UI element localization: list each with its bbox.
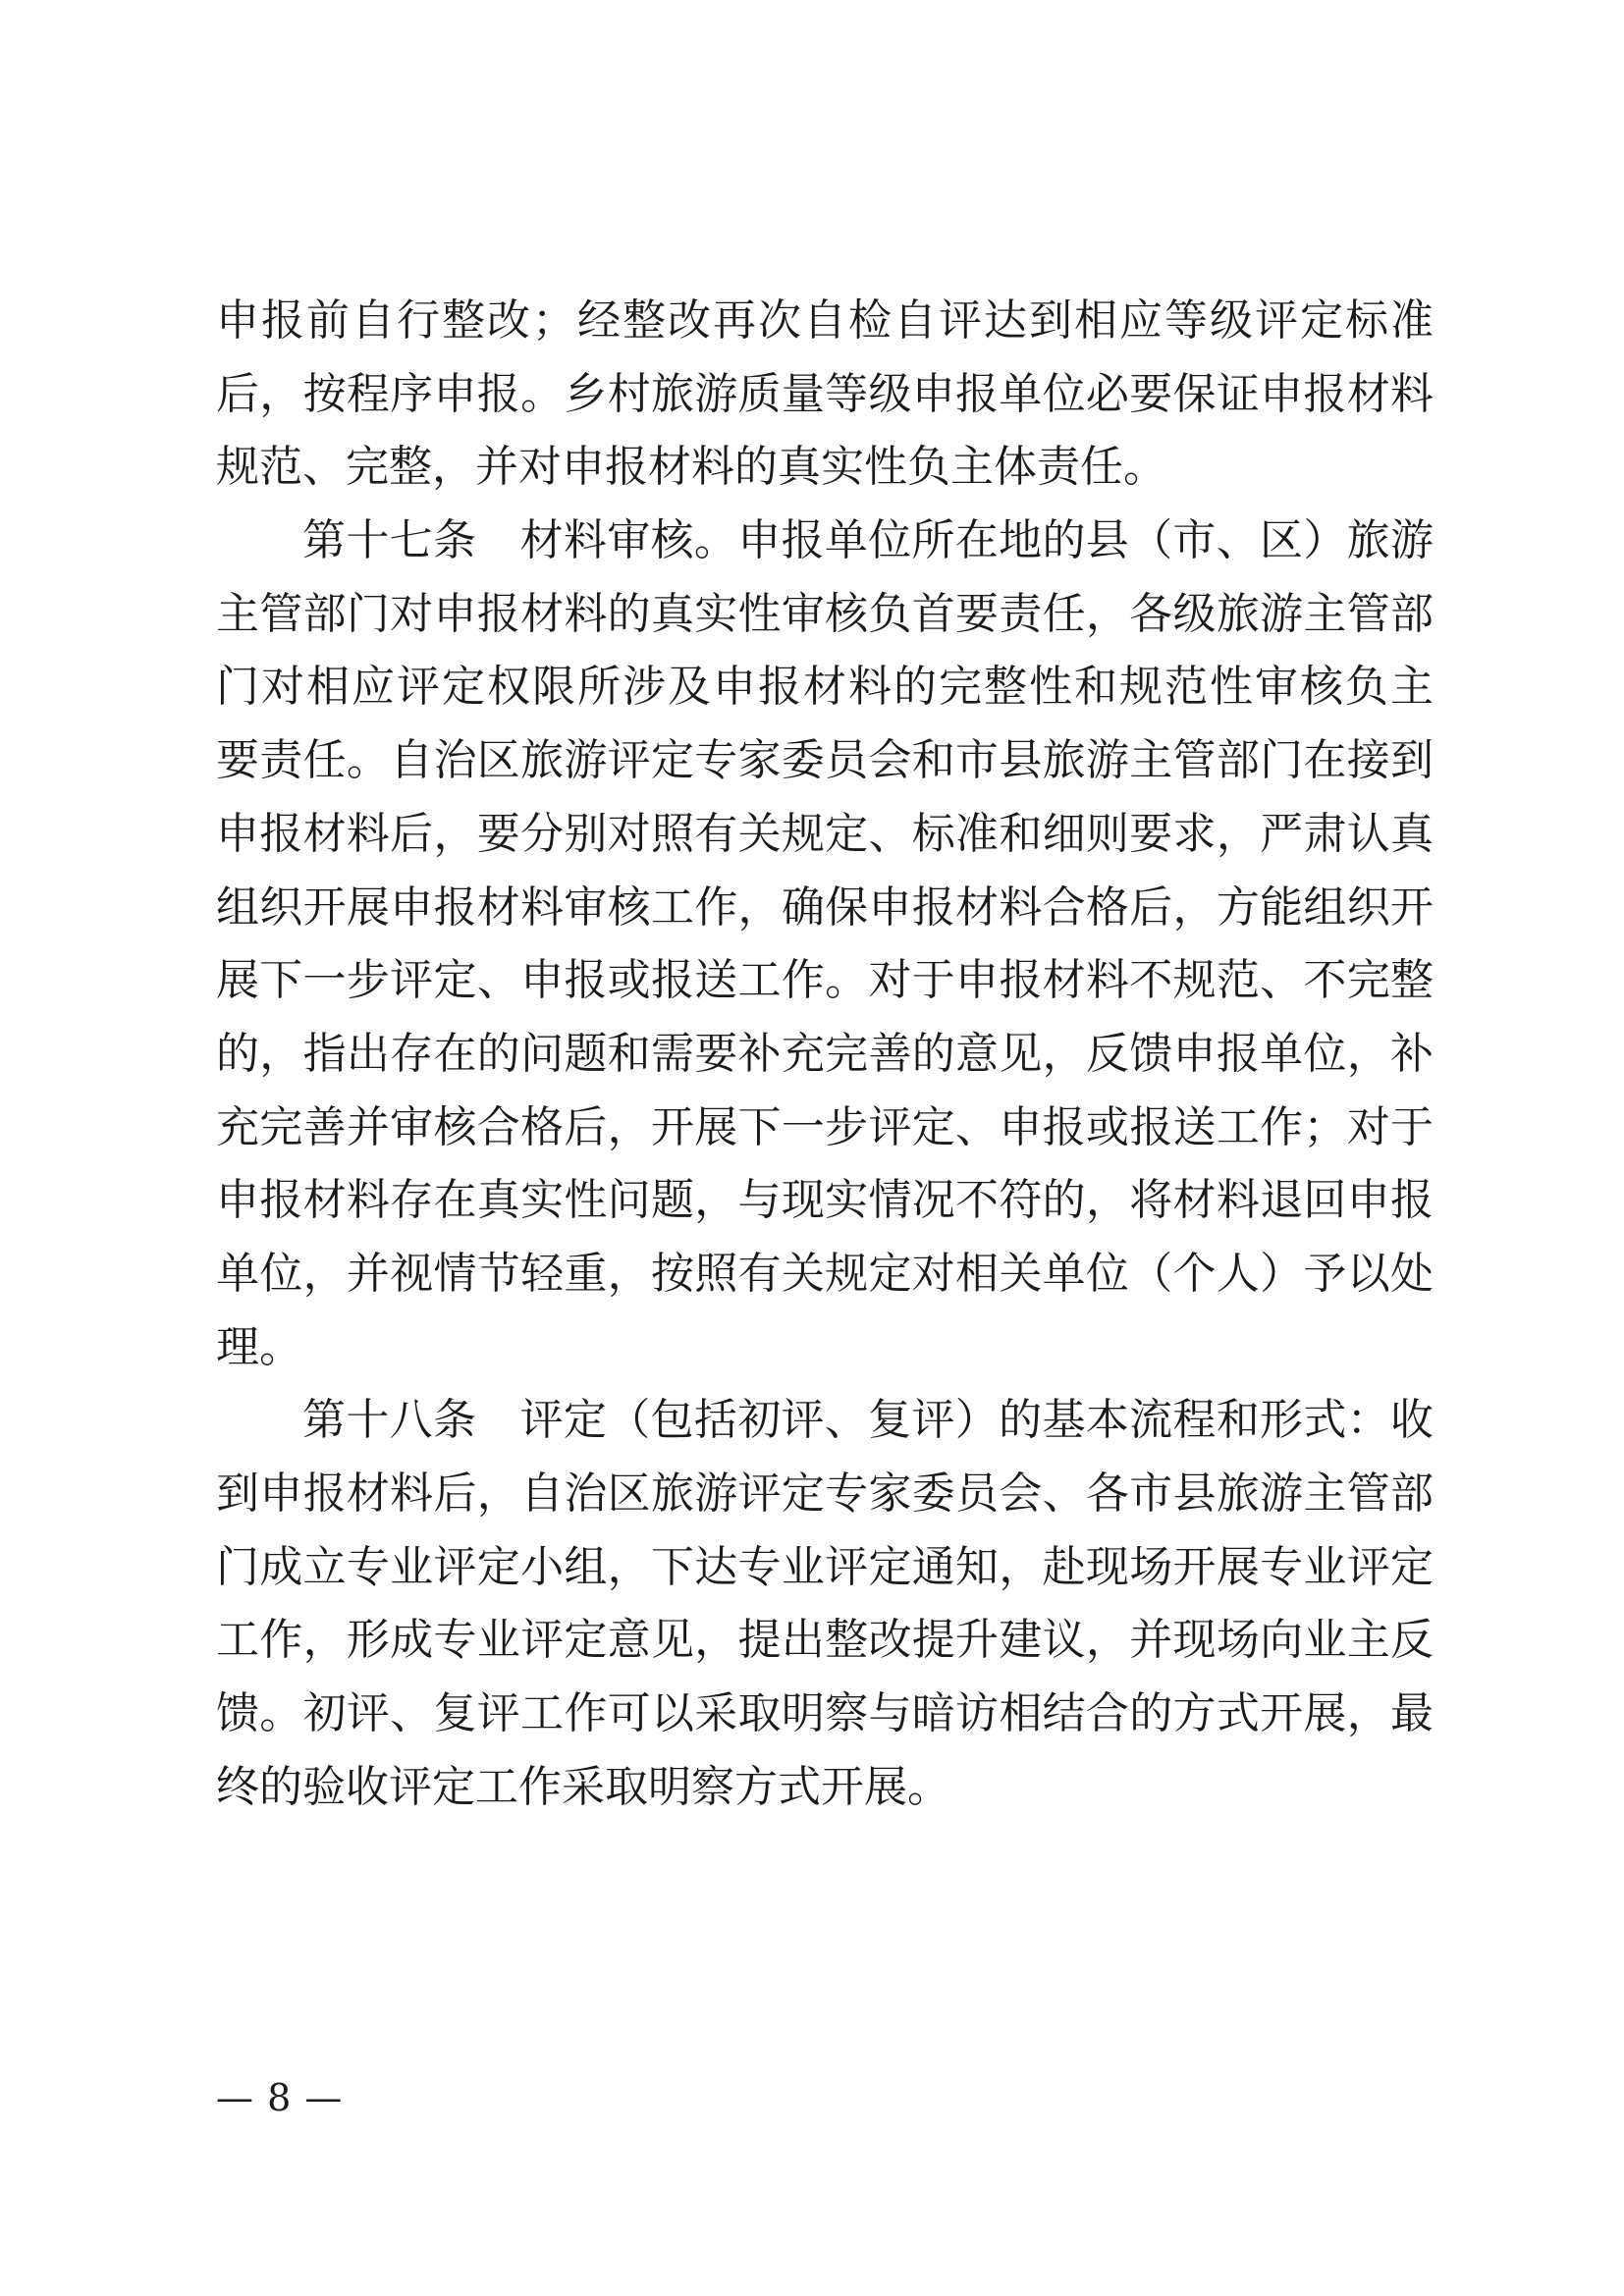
- text-line: 组织开展申报材料审核工作，确保申报材料合格后，方能组织开: [216, 881, 1434, 933]
- text-line: 的，指出存在的问题和需要补充完善的意见，反馈申报单位，补: [216, 1028, 1434, 1079]
- text-line: 申报前自行整改；经整改再次自检自评达到相应等级评定标准: [216, 295, 1434, 346]
- text-line: 单位，并视情节轻重，按照有关规定对相关单位（个人）予以处: [216, 1248, 1434, 1299]
- text-line: 申报材料后，要分别对照有关规定、标准和细则要求，严肃认真: [216, 808, 1434, 859]
- page-number: — 8 —: [216, 2076, 344, 2119]
- text-line: 到申报材料后，自治区旅游评定专家委员会、各市县旅游主管部: [216, 1468, 1434, 1519]
- text-line: 申报材料存在真实性问题，与现实情况不符的，将材料退回申报: [216, 1175, 1434, 1226]
- text-line: 理。: [216, 1321, 302, 1372]
- text-line: 后，按程序申报。乡村旅游质量等级申报单位必要保证申报材料: [216, 368, 1434, 419]
- article-17-first-line: 第十七条 材料审核。申报单位所在地的县（市、区）旅游: [302, 515, 1434, 566]
- text-line: 充完善并审核合格后，开展下一步评定、申报或报送工作；对于: [216, 1101, 1434, 1152]
- text-line: 门对相应评定权限所涉及申报材料的完整性和规范性审核负主: [216, 662, 1434, 713]
- text-line: 主管部门对申报材料的真实性审核负首要责任，各级旅游主管部: [216, 588, 1434, 639]
- text-line: 规范、完整，并对申报材料的真实性负主体责任。: [216, 442, 1166, 493]
- text-line: 工作，形成专业评定意见，提出整改提升建议，并现场向业主反: [216, 1615, 1434, 1666]
- text-line: 门成立专业评定小组，下达专业评定通知，赴现场开展专业评定: [216, 1541, 1434, 1592]
- text-line: 馈。初评、复评工作可以采取明察与暗访相结合的方式开展，最: [216, 1688, 1434, 1739]
- text-line: 展下一步评定、申报或报送工作。对于申报材料不规范、不完整: [216, 955, 1434, 1006]
- text-line: 终的验收评定工作采取明察方式开展。: [216, 1761, 950, 1812]
- article-18-first-line: 第十八条 评定（包括初评、复评）的基本流程和形式：收: [302, 1395, 1434, 1446]
- document-body: [216, 285, 1434, 1824]
- text-line: 要责任。自治区旅游评定专家委员会和市县旅游主管部门在接到: [216, 735, 1434, 786]
